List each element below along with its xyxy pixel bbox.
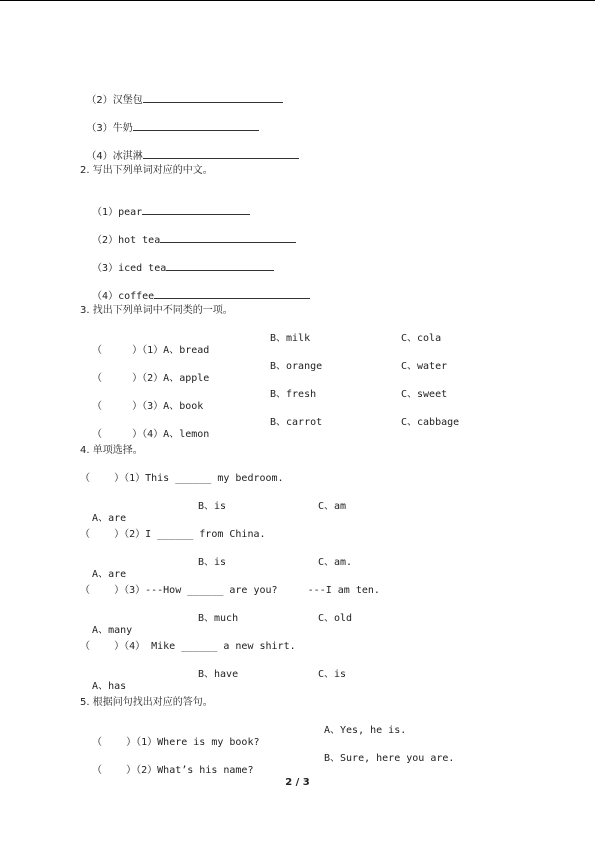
q4-item-3-option-c: C、old bbox=[318, 613, 353, 624]
q3-item-3-option-b: B、fresh bbox=[270, 389, 317, 400]
q3-title: 3. 找出下列单词中不同类的一项。 bbox=[80, 305, 233, 316]
q5-answer-b: B、Sure, here you are. bbox=[324, 753, 455, 764]
q4-item-2-stem: （ ）（2）I ______ from China. bbox=[80, 529, 266, 540]
q4-item-4-option-a: A、has bbox=[92, 681, 127, 692]
q2-item-2 bbox=[80, 221, 296, 247]
answer-blank[interactable] bbox=[166, 261, 274, 271]
q4-title: 4. 单项选择。 bbox=[80, 445, 143, 456]
q5-title: 5. 根据问句找出对应的答句。 bbox=[80, 697, 213, 708]
answer-blank[interactable] bbox=[143, 93, 283, 103]
q4-item-1-option-c: C、am bbox=[318, 501, 347, 512]
q1-item-2 bbox=[80, 81, 283, 107]
q4-item-2-option-c: C、am. bbox=[318, 557, 353, 568]
q4-item-4-stem: （ ）（4） Mike ______ a new shirt. bbox=[80, 641, 296, 652]
q2-item-1-label: （1）pear bbox=[92, 207, 143, 218]
q3-item-4-stem: （ ）（4）A、lemon bbox=[92, 429, 210, 440]
q1-item-4-label: （4）冰淇淋 bbox=[86, 151, 143, 162]
q3-item-4-option-c: C、cabbage bbox=[401, 417, 460, 428]
q1-item-4 bbox=[80, 137, 299, 163]
q4-item-3-option-a: A、many bbox=[92, 625, 133, 636]
page-top-border bbox=[0, 0, 595, 1]
q1-item-3 bbox=[80, 109, 259, 135]
q3-item-1-stem: （ ）（1）A、bread bbox=[92, 345, 210, 356]
q2-item-4 bbox=[80, 277, 310, 303]
q4-item-1-option-b: B、is bbox=[198, 501, 227, 512]
q4-item-1-stem: （ ）（1）This ______ my bedroom. bbox=[80, 473, 284, 484]
q3-item-1-option-c: C、cola bbox=[401, 333, 442, 344]
q4-item-4-option-b: B、have bbox=[198, 669, 239, 680]
q5-item-2-stem: （ ）（2）What’s his name? bbox=[92, 765, 254, 776]
q5-item-1-stem: （ ）（1）Where is my book? bbox=[92, 737, 260, 748]
q3-item-1-option-b: B、milk bbox=[270, 333, 311, 344]
q1-item-3-label: （3）牛奶 bbox=[86, 123, 133, 134]
q3-item-2-option-b: B、orange bbox=[270, 361, 323, 372]
q4-item-1-option-a: A、are bbox=[92, 513, 127, 524]
q3-item-2-stem: （ ）（2）A、apple bbox=[92, 373, 210, 384]
q2-title: 2. 写出下列单词对应的中文。 bbox=[80, 165, 213, 176]
answer-blank[interactable] bbox=[160, 233, 296, 243]
q4-item-2-option-a: A、are bbox=[92, 569, 127, 580]
q2-item-2-label: （2）hot tea bbox=[92, 235, 161, 246]
q3-item-3-stem: （ ）（3）A、book bbox=[92, 401, 204, 412]
answer-blank[interactable] bbox=[133, 121, 259, 131]
answer-blank[interactable] bbox=[154, 289, 310, 299]
answer-blank[interactable] bbox=[142, 205, 250, 215]
q4-item-3-stem: （ ）（3）---How ______ are you? ---I am ten. bbox=[80, 585, 380, 596]
q2-item-3-label: （3）iced tea bbox=[92, 263, 167, 274]
q3-item-2-option-c: C、water bbox=[401, 361, 448, 372]
q4-item-2-option-b: B、is bbox=[198, 557, 227, 568]
q3-item-3-option-c: C、sweet bbox=[401, 389, 448, 400]
q5-answer-a: A、Yes, he is. bbox=[324, 725, 407, 736]
q2-item-1 bbox=[80, 193, 250, 219]
q3-item-4-option-b: B、carrot bbox=[270, 417, 323, 428]
q4-item-4-option-c: C、is bbox=[318, 669, 347, 680]
q3-item-4 bbox=[80, 417, 460, 465]
q2-item-3 bbox=[80, 249, 274, 275]
q4-item-3-option-b: B、much bbox=[198, 613, 239, 624]
page-number: 2 / 3 bbox=[285, 777, 310, 788]
answer-blank[interactable] bbox=[143, 149, 299, 159]
q1-item-2-label: （2）汉堡包 bbox=[86, 95, 143, 106]
q2-item-4-label: （4）coffee bbox=[92, 291, 155, 302]
